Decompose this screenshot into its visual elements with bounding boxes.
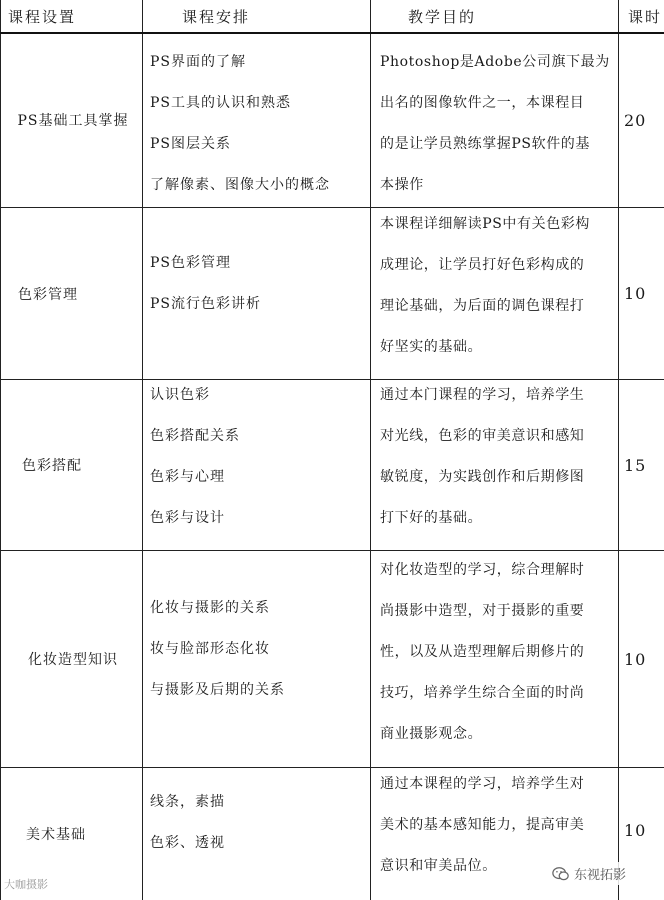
schedule-item: PS色彩管理: [150, 255, 232, 271]
course-name: 美术基础: [26, 827, 86, 843]
hours-value: 10: [624, 820, 647, 840]
course-name: PS基础工具掌握: [17, 113, 129, 129]
hours-value: 20: [624, 110, 647, 130]
goal-line: 成理论，让学员打好色彩构成的: [380, 257, 585, 273]
schedule-item: PS界面的了解: [150, 54, 247, 70]
goal-line: 的是让学员熟练掌握PS软件的基: [380, 136, 591, 152]
goal-cell: [380, 550, 618, 755]
header-goal: 教学目的: [408, 7, 477, 26]
schedule-item: PS流行色彩讲析: [150, 296, 262, 312]
goal-line: 对化妆造型的学习，综合理解时: [380, 562, 585, 578]
goal-line: 敏锐度，为实践创作和后期修图: [380, 469, 585, 485]
goal-line: Photoshop是Adobe公司旗下最为: [380, 54, 610, 70]
goal-line: 通过本课程的学习，培养学生对: [380, 776, 585, 792]
schedule-item: 线条，素描: [150, 794, 225, 810]
goal-line: 本课程详细解读PS中有关色彩构: [380, 216, 591, 232]
watermark-brand: 东视拓影: [574, 868, 627, 883]
schedule-cell: [150, 588, 360, 711]
goal-line: 美术的基本感知能力，提高审美: [380, 817, 585, 833]
goal-line: 打下好的基础。: [380, 510, 483, 526]
goal-line: 对光线，色彩的审美意识和感知: [380, 428, 585, 444]
schedule-item: 与摄影及后期的关系: [150, 682, 285, 698]
goal-line: 技巧，培养学生综合全面的时尚: [380, 685, 585, 701]
goal-line: 本操作: [380, 177, 424, 193]
schedule-item: 色彩与心理: [150, 469, 225, 485]
header-hours: 课时: [628, 7, 663, 26]
goal-cell: [380, 204, 618, 368]
goal-line: 性，以及从造型理解后期修片的: [380, 644, 585, 660]
grid-line: [0, 0, 1, 900]
goal-line: 尚摄影中造型，对于摄影的重要: [380, 603, 585, 619]
goal-line: 好坚实的基础。: [380, 339, 483, 355]
course-name: 色彩搭配: [22, 458, 82, 474]
watermark-right: [548, 862, 630, 885]
schedule-item: PS图层关系: [150, 136, 232, 152]
goal-cell: [380, 42, 618, 206]
goal-line: 通过本门课程的学习，培养学生: [380, 387, 585, 403]
course-name: 化妆造型知识: [28, 652, 118, 668]
schedule-item: PS工具的认识和熟悉: [150, 95, 292, 111]
goal-line: 意识和审美品位。: [380, 858, 497, 874]
hours-value: 10: [624, 284, 647, 303]
goal-cell: [380, 375, 618, 539]
schedule-item: 了解像素、图像大小的概念: [150, 177, 330, 193]
schedule-item: 妆与脸部形态化妆: [150, 641, 270, 657]
goal-line: 商业摄影观念。: [380, 726, 483, 742]
watermark-left: 大咖摄影: [4, 878, 48, 891]
hours-value: 15: [624, 455, 647, 475]
schedule-cell: [150, 782, 360, 864]
schedule-item: 认识色彩: [150, 387, 210, 403]
schedule-item: 化妆与摄影的关系: [150, 600, 270, 616]
schedule-cell: [150, 375, 360, 539]
schedule-cell: [150, 243, 360, 325]
schedule-item: 色彩、透视: [150, 835, 225, 851]
goal-line: 出名的图像软件之一，本课程目: [380, 95, 585, 111]
hours-value: 10: [624, 649, 647, 669]
course-name: 色彩管理: [18, 286, 78, 303]
grid-line: [618, 0, 619, 900]
header-course: 课程设置: [8, 7, 77, 26]
schedule-item: 色彩与设计: [150, 510, 225, 526]
grid-line: [370, 0, 371, 900]
header-schedule: 课程安排: [182, 7, 251, 26]
grid-line: [142, 0, 143, 900]
goal-line: 理论基础，为后面的调色课程打: [380, 298, 585, 314]
wechat-icon: [552, 865, 570, 883]
schedule-cell: [150, 42, 360, 206]
schedule-item: 色彩搭配关系: [150, 428, 240, 444]
